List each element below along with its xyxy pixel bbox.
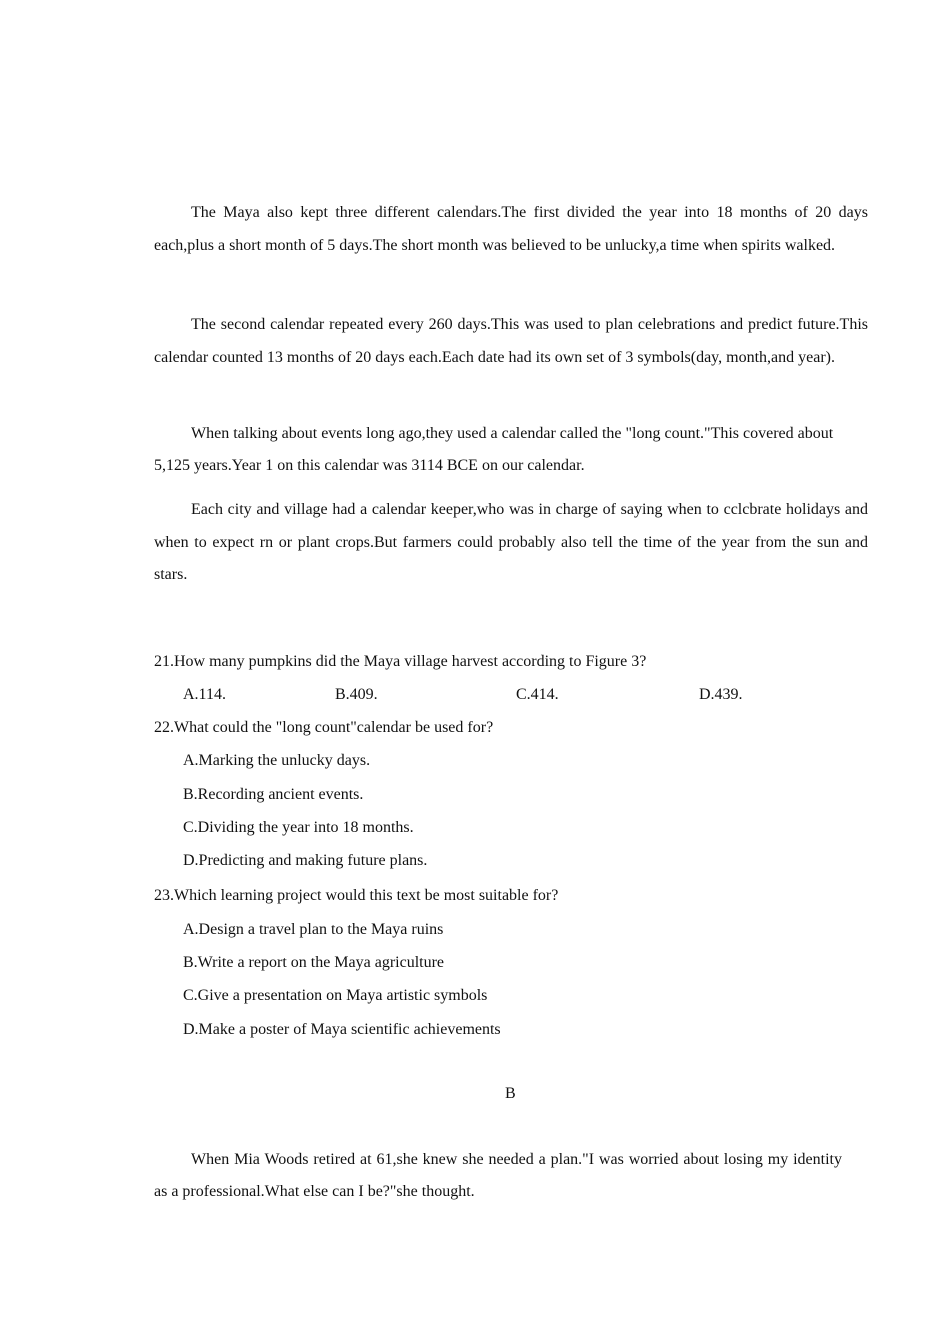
passage-paragraph: When talking about events long ago,they used a calendar called the "long count."This covered about 5,125 years.Year 1 on this calendar was 3114 BCE on our calendar. — [154, 425, 834, 474]
answer-option: B.Write a report on the Maya agriculture — [183, 954, 445, 971]
answer-option: A.Marking the unlucky days. — [183, 752, 371, 769]
question-stem: 21.How many pumpkins did the Maya village harvest according to Figure 3? — [154, 653, 647, 670]
answer-option: C.Give a presentation on Maya artistic symbols — [183, 987, 488, 1004]
passage-paragraph: The Maya also kept three different calendars.The first divided the year into 18 months of 20 days each,plus a short month of 5 days.The short month was believed to be unlucky,a time when spirits walked. — [154, 204, 868, 254]
answer-option: C.414. — [516, 686, 559, 703]
answer-option: C.Dividing the year into 18 months. — [183, 819, 414, 836]
answer-option: D.Predicting and making future plans. — [183, 852, 428, 869]
passage-paragraph: The second calendar repeated every 260 days.This was used to plan celebrations and predict future.This calendar counted 13 months of 20 days each.Each date had its own set of 3 symbols(day, month,and year). — [154, 316, 868, 366]
question-stem: 22.What could the "long count"calendar be used for? — [154, 719, 494, 736]
answer-option: D.Make a poster of Maya scientific achievements — [183, 1021, 501, 1038]
section-heading: B — [505, 1085, 516, 1102]
answer-option: A.Design a travel plan to the Maya ruins — [183, 921, 444, 938]
answer-option: D.439. — [699, 686, 743, 703]
answer-option: B.Recording ancient events. — [183, 786, 364, 803]
answer-option: A.114. — [183, 686, 226, 703]
passage-paragraph: When Mia Woods retired at 61,she knew she needed a plan."I was worried about losing my identity as a professional.What else can I be?"she thought. — [154, 1151, 842, 1200]
passage-paragraph: Each city and village had a calendar keeper,who was in charge of saying when to cclcbrate holidays and when to expect rn or plant crops.But farmers could probably also tell the time of the year from the sun and stars. — [154, 501, 868, 583]
question-stem: 23.Which learning project would this text be most suitable for? — [154, 887, 559, 904]
answer-option: B.409. — [335, 686, 378, 703]
